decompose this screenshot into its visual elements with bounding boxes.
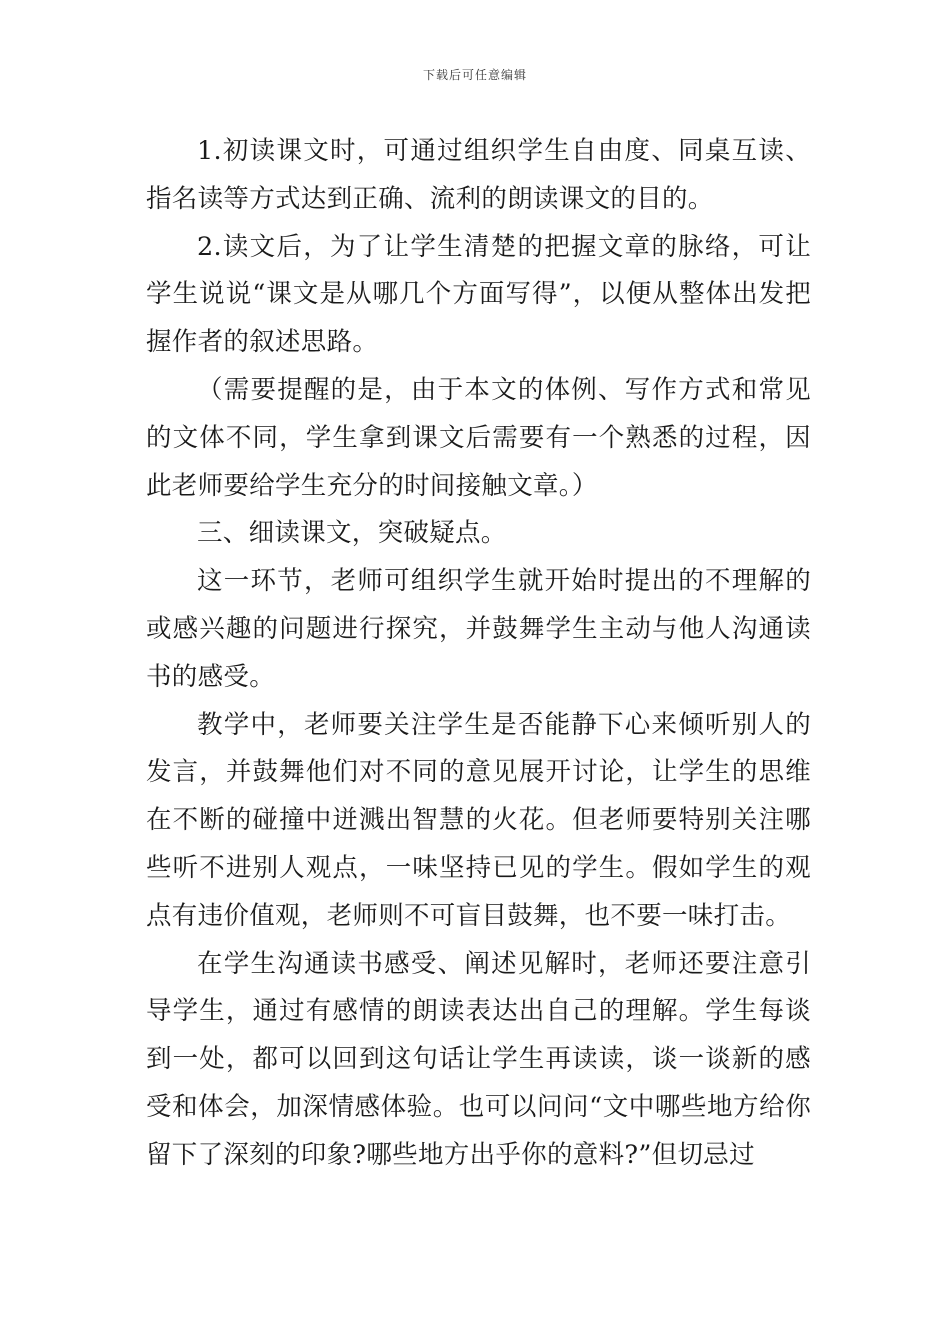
paragraph-6: 在学生沟通读书感受、阐述见解时，老师还要注意引导学生，通过有感情的朗读表达出自己的理解。学生每谈到一处，都可以回到这句话让学生再读读，谈一谈新的感受和体会，加深情感体验。也可以问问“文中哪些地方给你留下了深刻的印象?哪些地方出乎你的意料?”但切忌过	[146, 948, 811, 1170]
paragraph-4: 这一环节，老师可组织学生就开始时提出的不理解的或感兴趣的问题进行探究，并鼓舞学生主动与他人沟通读书的感受。	[146, 566, 811, 692]
paragraph-3: （需要提醒的是，由于本文的体例、写作方式和常见的文体不同，学生拿到课文后需要有一个熟悉的过程，因此老师要给学生充分的时间接触文章。）	[146, 374, 811, 501]
paragraph-2: 2.读文后，为了让学生清楚的把握文章的脉络，可让学生说说“课文是从哪几个方面写得”，以便从整体出发把握作者的叙述思路。	[146, 231, 811, 358]
section-heading: 三、细读课文，突破疑点。	[197, 518, 507, 549]
document-body	[146, 128, 811, 1180]
page-header: 下载后可任意编辑	[422, 68, 527, 82]
paragraph-5: 教学中，老师要关注学生是否能静下心来倾听别人的发言，并鼓舞他们对不同的意见展开讨论，让学生的思维在不断的碰撞中迸溅出智慧的火花。但老师要特别关注哪些听不进别人观点，一味坚持已见的学生。假如学生的观点有违价值观，老师则不可盲目鼓舞，也不要一味打击。	[146, 709, 811, 931]
paragraph-1: 1.初读课文时，可通过组织学生自由度、同桌互读、指名读等方式达到正确、流利的朗读课文的目的。	[146, 136, 811, 214]
